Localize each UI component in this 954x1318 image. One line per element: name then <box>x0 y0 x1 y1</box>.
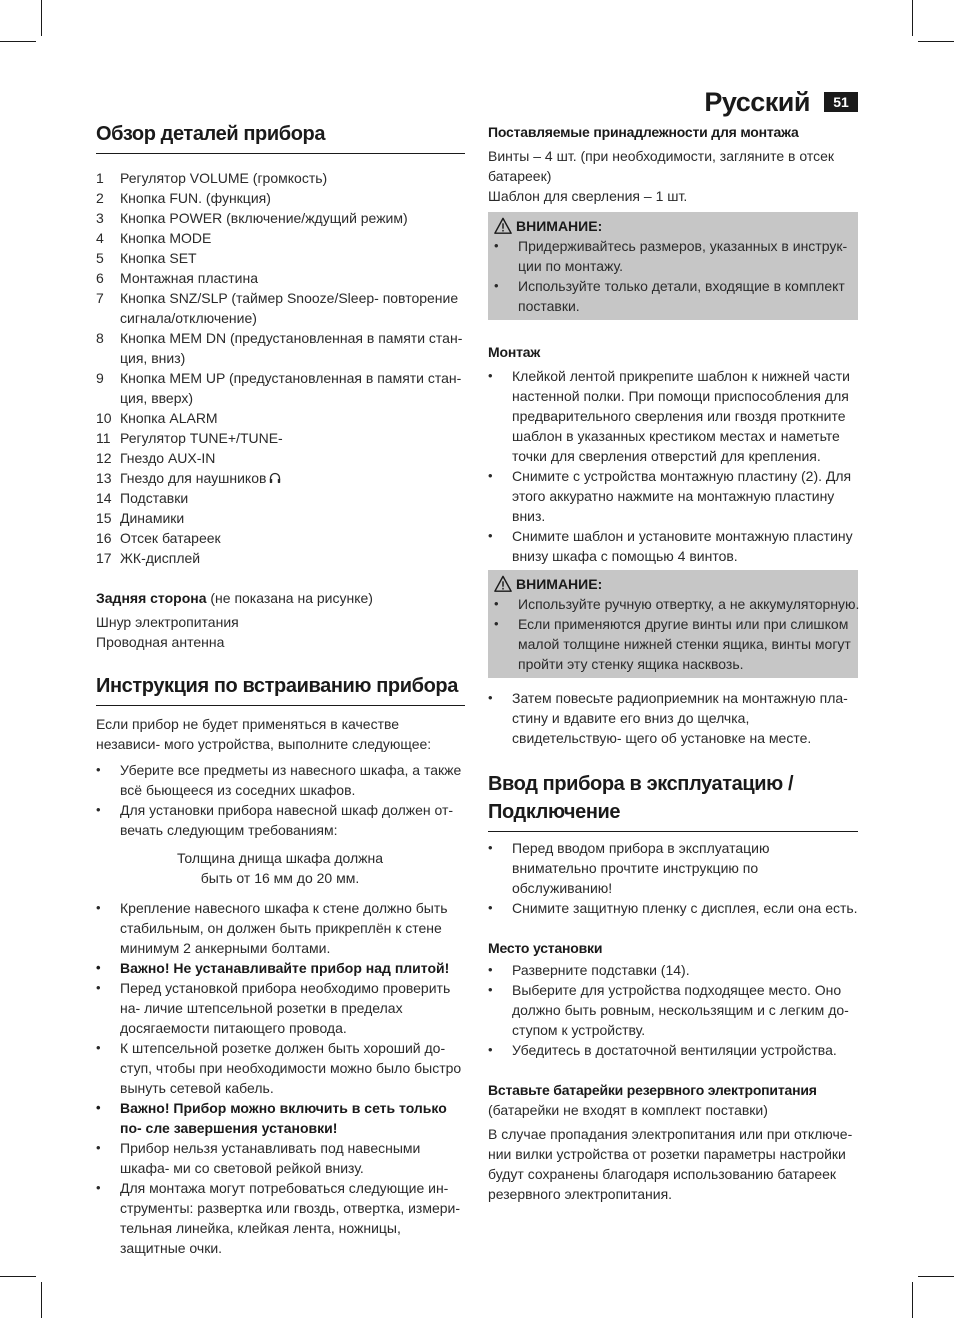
part-item: 9 Кнопка MEM UP (предустановленная в памяти стан- ция, вверх) <box>96 370 462 406</box>
installation-bullets-a <box>96 760 465 840</box>
commissioning-heading: Ввод прибора в эксплуатацию / Подключение <box>488 770 858 832</box>
warning-triangle-icon <box>494 575 512 593</box>
accessories-line: Винты – 4 шт. (при необходимости, загляните в отсек батареек) <box>488 148 835 184</box>
crop-mark <box>912 1282 913 1318</box>
list-item: • Используйте ручную отвертку, а не аккумуляторную. <box>494 596 860 612</box>
part-item: 1 Регулятор VOLUME (громкость) <box>96 170 328 186</box>
back-side-items <box>96 612 465 652</box>
list-item: • К штепсельной розетке должен быть хороший до- ступ, чтобы при необходимости можно было быстро вынуть сетевой кабель. <box>96 1040 462 1096</box>
accessories-heading: Поставляемые принадлежности для монтажа <box>488 124 799 140</box>
part-item: 15 Динамики <box>96 510 185 526</box>
part-item: 8 Кнопка MEM DN (предустановленная в памяти стан- ция, вниз) <box>96 330 463 366</box>
part-item: 3 Кнопка POWER (включение/ждущий режим) <box>96 210 408 226</box>
part-item: 14 Подставки <box>96 490 189 506</box>
back-item: Проводная антенна <box>96 634 225 650</box>
part-item: 11 Регулятор TUNE+/TUNE- <box>96 430 283 446</box>
installation-heading: Инструкция по встраиванию прибора <box>96 672 465 706</box>
part-item: 2 Кнопка FUN. (функция) <box>96 190 271 206</box>
part-item: 13 Гнездо для наушников <box>96 468 465 488</box>
warning-box <box>488 212 858 320</box>
installation-intro: Если прибор не будет применяться в качестве независи- мого устройства, выполните следующее: <box>96 716 432 752</box>
right-column <box>488 122 858 1204</box>
accessories-line: Шаблон для сверления – 1 шт. <box>488 188 688 204</box>
back-side-label: Задняя сторона <box>96 590 207 606</box>
commissioning-list <box>488 838 858 918</box>
list-item: • Убедитесь в достаточной вентиляции устройства. <box>488 1042 837 1058</box>
page-number: 51 <box>824 92 858 112</box>
part-item: 4 Кнопка MODE <box>96 230 212 246</box>
part-item: 5 Кнопка SET <box>96 250 197 266</box>
mounting-list <box>488 366 858 566</box>
installation-bullets-b <box>96 898 465 1258</box>
crop-mark <box>918 1276 954 1277</box>
warning-box <box>488 570 858 678</box>
mounting-final <box>488 688 858 748</box>
list-item: • Прибор нельзя устанавливать под навесными шкафа- ми со световой рейкой внизу. <box>96 1140 421 1176</box>
list-item: • Для установки прибора навесной шкаф должен от- вечать следующим требованиям: <box>96 802 454 838</box>
part-item: 12 Гнездо AUX-IN <box>96 450 216 466</box>
crop-mark <box>41 0 42 36</box>
mounting-heading: Монтаж <box>488 344 541 360</box>
parts-list <box>96 168 465 568</box>
crop-mark <box>918 41 954 42</box>
crop-mark <box>0 1276 36 1277</box>
list-item: • Крепление навесного шкафа к стене должно быть стабильным, он должен быть прикреплён к стене минимум 2 анкерными болтами. <box>96 900 448 956</box>
left-column <box>96 120 465 1258</box>
crop-mark <box>912 0 913 36</box>
list-item: • Важно! Не устанавливайте прибор над плитой! <box>96 960 450 976</box>
page-header <box>704 86 858 118</box>
list-item: • Используйте только детали, входящие в комплект поставки. <box>494 278 845 314</box>
list-item: • Для монтажа могут потребоваться следующие ин- струменты: развертка или гвоздь, отвертка, измери- тельная линейка, клейкая лента, ножницы, защитные очки. <box>96 1180 461 1256</box>
overview-heading: Обзор деталей прибора <box>96 120 465 154</box>
list-item: • Перед вводом прибора в эксплуатацию внимательно прочтите инструкцию по обслуживанию! <box>488 840 770 896</box>
list-item: • Придерживайтесь размеров, указанных в инструк- ции по монтажу. <box>494 238 848 274</box>
list-item: • Снимите шаблон и установите монтажную пластину внизу шкафа с помощью 4 винтов. <box>488 528 853 564</box>
list-item: • Снимите защитную пленку с дисплея, если она есть. <box>488 900 858 916</box>
back-side-note: (не показана на рисунке) <box>210 590 373 606</box>
back-side-line <box>96 588 465 608</box>
part-item: 17 ЖК-дисплей <box>96 550 201 566</box>
list-item: • Выберите для устройства подходящее место. Оно должно быть ровным, нескользящим и с легким до- ступом к устройству. <box>488 982 849 1038</box>
language-title: Русский <box>704 86 810 117</box>
requirement-note: Толщина днища шкафа должна быть от 16 мм до 20 мм. <box>176 850 384 886</box>
crop-mark <box>0 41 36 42</box>
batteries-note: (батарейки не входят в комплект поставки) <box>488 1102 768 1118</box>
list-item: • Если применяются другие винты или при слишком малой толщине нижней стенки ящика, винты могут пройти эту стенку ящика насквозь. <box>494 616 851 672</box>
back-item: Шнур электропитания <box>96 614 239 630</box>
headphones-icon <box>269 472 281 484</box>
list-item: • Затем повесьте радиоприемник на монтажную пла- стину и вдавите его вниз до щелчка, свидетельствую- щего об установке на месте. <box>488 690 848 746</box>
warning-title: ВНИМАНИЕ: <box>488 216 852 236</box>
list-item: • Уберите все предметы из навесного шкафа, а также всё бьющееся из соседних шкафов. <box>96 762 462 798</box>
location-heading: Место установки <box>488 940 603 956</box>
location-list <box>488 960 858 1060</box>
batteries-text: В случае пропадания электропитания или при отключе- нии вилки устройства от розетки параметры настройки будут сохранены благодаря использованию батареек резервного электропитания. <box>488 1126 853 1202</box>
list-item: • Важно! Прибор можно включить в сеть только по- сле завершения установки! <box>96 1100 447 1136</box>
part-item: 16 Отсек батареек <box>96 530 221 546</box>
part-item: 7 Кнопка SNZ/SLP (таймер Snooze/Sleep- повторение сигнала/отключение) <box>96 290 459 326</box>
list-item: • Клейкой лентой прикрепите шаблон к нижней части настенной полки. При помощи приспособления для предварительного сверления или гвоздя проткните шаблон в указанных крестиком местах и наметьте точки для сверления отверстий для крепления. <box>488 368 850 464</box>
list-item: • Перед установкой прибора необходимо проверить на- личие штепсельной розетки в пределах досягаемости питающего провода. <box>96 980 451 1036</box>
warning-triangle-icon <box>494 217 512 235</box>
batteries-heading: Вставьте батарейки резервного электропитания <box>488 1082 817 1098</box>
list-item: • Снимите с устройства монтажную пластину (2). Для этого аккуратно нажмите на монтажную пластину вниз. <box>488 468 852 524</box>
part-item: 10 Кнопка ALARM <box>96 410 218 426</box>
list-item: • Разверните подставки (14). <box>488 962 690 978</box>
warning-title: ВНИМАНИЕ: <box>488 574 852 594</box>
part-item: 6 Монтажная пластина <box>96 270 259 286</box>
crop-mark <box>41 1282 42 1318</box>
